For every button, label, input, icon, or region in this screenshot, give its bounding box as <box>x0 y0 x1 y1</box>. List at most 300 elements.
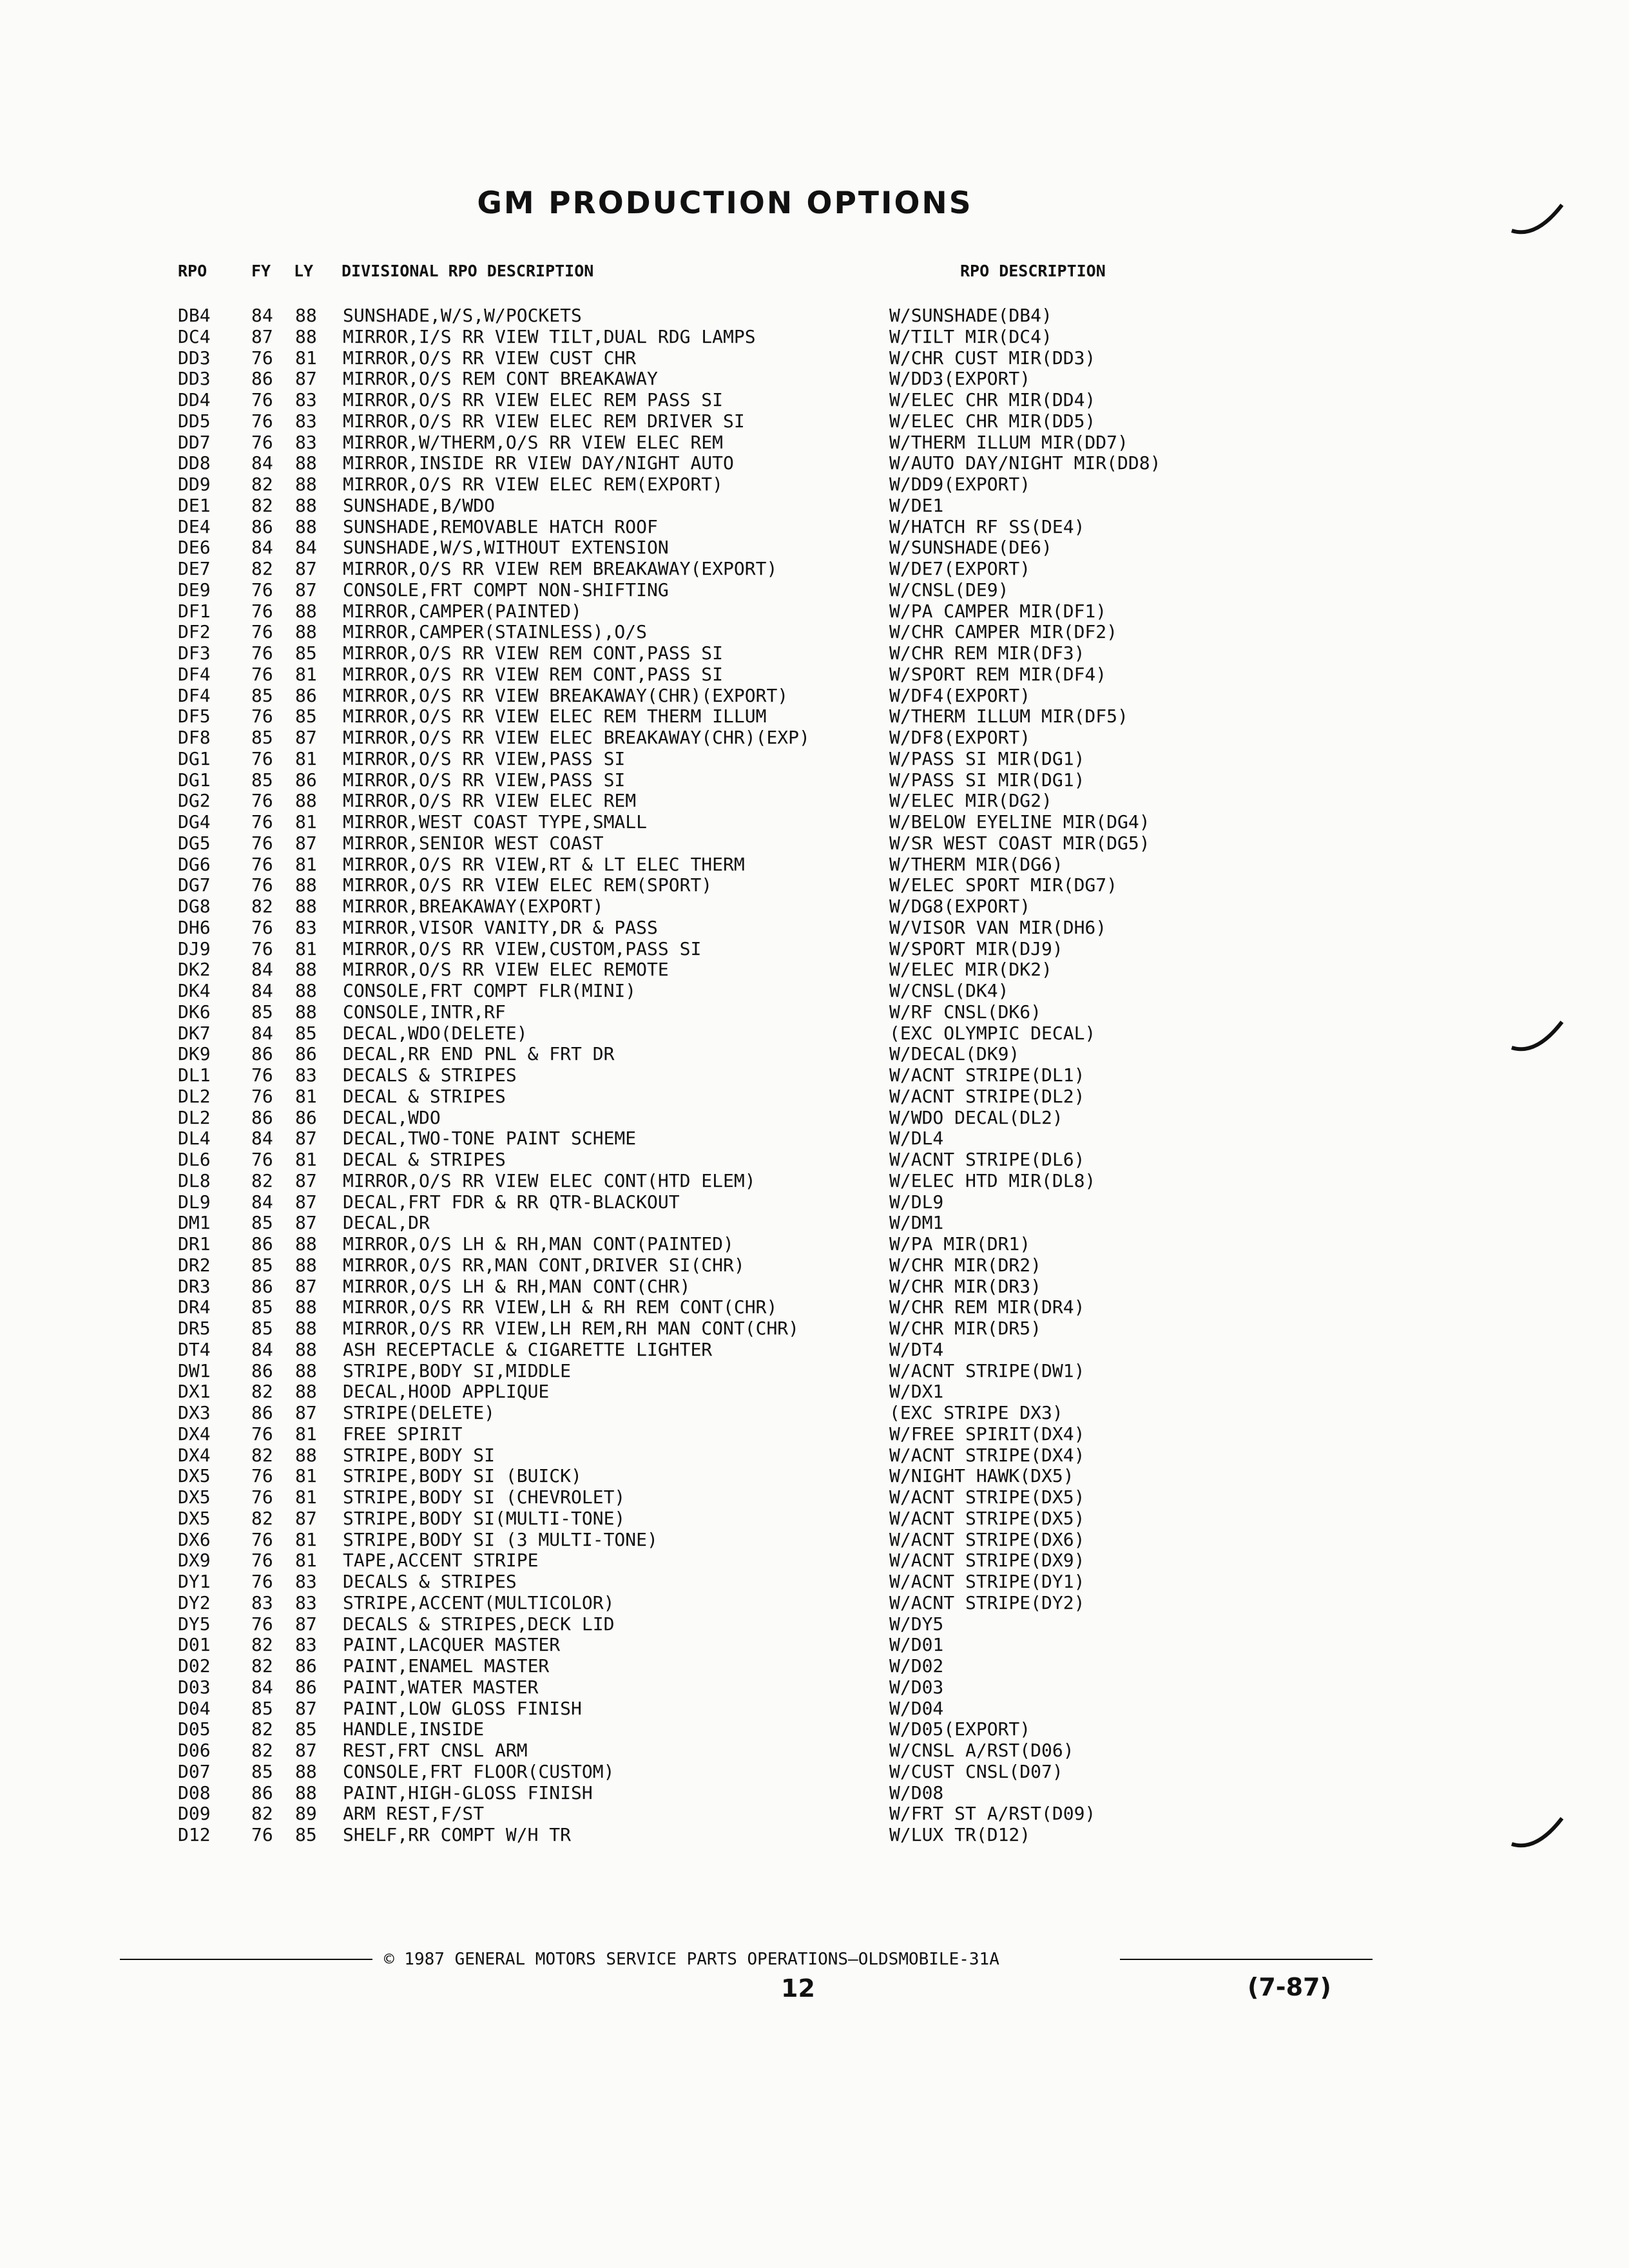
rpo-code: DE7 <box>178 558 211 579</box>
rpo-description: W/VISOR VAN MIR(DH6) <box>889 916 1107 938</box>
table-row <box>0 327 1629 348</box>
first-year: 76 <box>251 600 273 622</box>
rpo-code: DK7 <box>178 1022 211 1044</box>
table-row <box>0 453 1629 474</box>
rpo-description: W/BELOW EYELINE MIR(DG4) <box>889 811 1150 832</box>
divisional-description: MIRROR,O/S RR VIEW,LH REM,RH MAN CONT(CHR) <box>343 1318 800 1339</box>
first-year: 76 <box>251 1486 273 1508</box>
divisional-description: MIRROR,O/S RR VIEW CUST CHR <box>343 347 637 369</box>
rpo-description: W/DF8(EXPORT) <box>889 727 1031 748</box>
last-year: 87 <box>295 1128 317 1149</box>
last-year: 81 <box>295 663 317 685</box>
rpo-description: W/ACNT STRIPE(DL2) <box>889 1085 1085 1107</box>
divisional-description: DECAL,WDO(DELETE) <box>343 1022 528 1044</box>
table-row <box>0 1234 1629 1255</box>
divisional-description: SUNSHADE,W/S,WITHOUT EXTENSION <box>343 537 669 559</box>
divisional-description: MIRROR,O/S RR VIEW ELEC REM DRIVER SI <box>343 410 745 432</box>
divisional-description: MIRROR,O/S RR,MAN CONT,DRIVER SI(CHR) <box>343 1254 745 1276</box>
divisional-description: STRIPE,BODY SI <box>343 1444 496 1466</box>
table-row <box>0 1571 1629 1593</box>
first-year: 82 <box>251 1507 273 1529</box>
last-year: 81 <box>295 811 317 832</box>
divisional-description: PAINT,WATER MASTER <box>343 1676 539 1698</box>
last-year: 88 <box>295 1254 317 1276</box>
first-year: 86 <box>251 1233 273 1254</box>
last-year: 88 <box>295 621 317 643</box>
first-year: 76 <box>251 832 273 854</box>
last-year: 86 <box>295 1676 317 1698</box>
last-year: 81 <box>295 1465 317 1487</box>
first-year: 84 <box>251 1191 273 1213</box>
first-year: 85 <box>251 684 273 706</box>
last-year: 88 <box>295 1296 317 1318</box>
table-row <box>0 580 1629 601</box>
table-row <box>0 1318 1629 1340</box>
page-title: GM PRODUCTION OPTIONS <box>477 186 973 221</box>
rpo-code: DJ9 <box>178 937 211 959</box>
rpo-description: W/DE1 <box>889 494 944 516</box>
divisional-description: MIRROR,O/S RR VIEW ELEC REM <box>343 790 637 812</box>
first-year: 76 <box>251 853 273 875</box>
rpo-description: W/ELEC MIR(DG2) <box>889 790 1052 812</box>
rpo-description: (EXC STRIPE DX3) <box>889 1402 1063 1423</box>
rpo-description: W/ACNT STRIPE(DY2) <box>889 1591 1085 1613</box>
rpo-code: DL9 <box>178 1191 211 1213</box>
divisional-description: MIRROR,VISOR VANITY,DR & PASS <box>343 916 658 938</box>
table-row <box>0 875 1629 896</box>
last-year: 87 <box>295 1697 317 1719</box>
rpo-code: DR5 <box>178 1318 211 1339</box>
page-number: 12 <box>781 1974 815 2003</box>
last-year: 81 <box>295 1423 317 1445</box>
rpo-description: W/THERM ILLUM MIR(DD7) <box>889 431 1128 453</box>
table-row <box>0 1550 1629 1571</box>
rpo-code: DK9 <box>178 1043 211 1065</box>
first-year: 76 <box>251 663 273 685</box>
rpo-description: W/ELEC CHR MIR(DD5) <box>889 410 1096 432</box>
last-year: 88 <box>295 1001 317 1023</box>
first-year: 76 <box>251 1465 273 1487</box>
rpo-description: W/THERM MIR(DG6) <box>889 853 1063 875</box>
first-year: 82 <box>251 558 273 579</box>
rpo-description: W/DY5 <box>889 1613 944 1635</box>
rpo-description: W/D05(EXPORT) <box>889 1718 1031 1740</box>
last-year: 81 <box>295 1486 317 1508</box>
first-year: 76 <box>251 642 273 664</box>
rpo-description: W/D02 <box>889 1655 944 1677</box>
first-year: 76 <box>251 1149 273 1170</box>
rpo-code: DF1 <box>178 600 211 622</box>
rpo-description: W/D03 <box>889 1676 944 1698</box>
last-year: 81 <box>295 937 317 959</box>
last-year: 83 <box>295 1571 317 1592</box>
divisional-description: DECALS & STRIPES,DECK LID <box>343 1613 615 1635</box>
first-year: 85 <box>251 1254 273 1276</box>
rpo-description: W/FREE SPIRIT(DX4) <box>889 1423 1085 1445</box>
footer-rule-right <box>1120 1959 1373 1960</box>
last-year: 88 <box>295 494 317 516</box>
first-year: 85 <box>251 1212 273 1234</box>
first-year: 85 <box>251 1001 273 1023</box>
rpo-code: DG6 <box>178 853 211 875</box>
table-row <box>0 1192 1629 1213</box>
rpo-code: DM1 <box>178 1212 211 1234</box>
divisional-description: MIRROR,O/S RR VIEW BREAKAWAY(CHR)(EXPORT) <box>343 684 789 706</box>
divisional-description: MIRROR,O/S RR VIEW,LH & RH REM CONT(CHR) <box>343 1296 778 1318</box>
divisional-description: MIRROR,SENIOR WEST COAST <box>343 832 604 854</box>
rpo-description: W/PASS SI MIR(DG1) <box>889 769 1085 791</box>
header-fy: FY <box>251 262 271 280</box>
table-row <box>0 1002 1629 1023</box>
first-year: 82 <box>251 1381 273 1403</box>
table-row <box>0 517 1629 538</box>
divisional-description: MIRROR,CAMPER(PAINTED) <box>343 600 582 622</box>
rpo-code: DL2 <box>178 1085 211 1107</box>
first-year: 86 <box>251 515 273 537</box>
first-year: 76 <box>251 706 273 727</box>
last-year: 83 <box>295 1064 317 1086</box>
first-year: 76 <box>251 347 273 369</box>
divisional-description: SHELF,RR COMPT W/H TR <box>343 1824 572 1845</box>
rpo-code: DK6 <box>178 1001 211 1023</box>
divisional-description: MIRROR,BREAKAWAY(EXPORT) <box>343 896 604 917</box>
divisional-description: MIRROR,W/THERM,O/S RR VIEW ELEC REM <box>343 431 724 453</box>
rpo-description: W/FRT ST A/RST(D09) <box>889 1803 1096 1825</box>
first-year: 86 <box>251 1106 273 1128</box>
divisional-description: DECAL,FRT FDR & RR QTR-BLACKOUT <box>343 1191 680 1213</box>
footer-rule-left <box>120 1959 372 1960</box>
divisional-description: ASH RECEPTACLE & CIGARETTE LIGHTER <box>343 1338 713 1360</box>
table-row <box>0 1825 1629 1846</box>
table-row <box>0 1403 1629 1424</box>
divisional-description: MIRROR,O/S RR VIEW ELEC REM(SPORT) <box>343 874 713 896</box>
table-row <box>0 791 1629 812</box>
divisional-description: MIRROR,O/S RR VIEW ELEC REM THERM ILLUM <box>343 706 767 727</box>
first-year: 82 <box>251 1655 273 1677</box>
rpo-code: DD3 <box>178 347 211 369</box>
rpo-description: W/CHR MIR(DR5) <box>889 1318 1042 1339</box>
divisional-description: CONSOLE,FRT COMPT FLR(MINI) <box>343 980 637 1001</box>
rpo-description: W/ACNT STRIPE(DY1) <box>889 1571 1085 1592</box>
rpo-code: DL1 <box>178 1064 211 1086</box>
rpo-code: DF4 <box>178 663 211 685</box>
last-year: 86 <box>295 1043 317 1065</box>
last-year: 87 <box>295 1275 317 1297</box>
first-year: 76 <box>251 811 273 832</box>
table-row <box>0 1023 1629 1044</box>
divisional-description: MIRROR,O/S RR VIEW ELEC REMOTE <box>343 959 669 981</box>
table-row <box>0 1044 1629 1065</box>
table-row <box>0 1108 1629 1129</box>
rpo-code: DR2 <box>178 1254 211 1276</box>
rpo-code: DL2 <box>178 1106 211 1128</box>
table-row <box>0 1255 1629 1276</box>
divisional-description: MIRROR,O/S RR VIEW,CUSTOM,PASS SI <box>343 937 702 959</box>
table-row <box>0 537 1629 559</box>
rpo-code: DK4 <box>178 980 211 1001</box>
divisional-description: MIRROR,O/S RR VIEW REM BREAKAWAY(EXPORT) <box>343 558 778 579</box>
rpo-code: DX9 <box>178 1550 211 1571</box>
divisional-description: SUNSHADE,B/WDO <box>343 494 496 516</box>
rpo-code: D02 <box>178 1655 211 1677</box>
table-row <box>0 1677 1629 1698</box>
table-row <box>0 1361 1629 1382</box>
rpo-code: DG7 <box>178 874 211 896</box>
last-year: 88 <box>295 1338 317 1360</box>
rpo-description: W/DT4 <box>889 1338 944 1360</box>
divisional-description: DECAL & STRIPES <box>343 1085 506 1107</box>
divisional-description: DECALS & STRIPES <box>343 1064 517 1086</box>
last-year: 88 <box>295 474 317 495</box>
first-year: 82 <box>251 1803 273 1825</box>
divisional-description: MIRROR,O/S RR VIEW REM CONT,PASS SI <box>343 642 724 664</box>
first-year: 76 <box>251 389 273 410</box>
table-row <box>0 1466 1629 1487</box>
last-year: 88 <box>295 325 317 347</box>
rpo-code: DX5 <box>178 1486 211 1508</box>
table-row <box>0 1803 1629 1825</box>
rpo-code: DL8 <box>178 1169 211 1191</box>
rpo-description: W/NIGHT HAWK(DX5) <box>889 1465 1074 1487</box>
rpo-code: DG8 <box>178 896 211 917</box>
table-row <box>0 896 1629 918</box>
divisional-description: MIRROR,O/S RR VIEW,PASS SI <box>343 747 626 769</box>
first-year: 85 <box>251 1697 273 1719</box>
rpo-code: DY1 <box>178 1571 211 1592</box>
divisional-description: STRIPE,BODY SI (CHEVROLET) <box>343 1486 626 1508</box>
last-year: 88 <box>295 1318 317 1339</box>
last-year: 85 <box>295 706 317 727</box>
rpo-description: W/DX1 <box>889 1381 944 1403</box>
rpo-description: W/CHR MIR(DR2) <box>889 1254 1042 1276</box>
table-row <box>0 770 1629 791</box>
rpo-description: W/CHR MIR(DR3) <box>889 1275 1042 1297</box>
table-row <box>0 474 1629 495</box>
rpo-code: DG5 <box>178 832 211 854</box>
divisional-description: DECAL,WDO <box>343 1106 441 1128</box>
rpo-code: DL6 <box>178 1149 211 1170</box>
table-row <box>0 559 1629 580</box>
rpo-description: W/DM1 <box>889 1212 944 1234</box>
divisional-description: MIRROR,O/S REM CONT BREAKAWAY <box>343 368 658 390</box>
divisional-description: STRIPE,BODY SI (3 MULTI-TONE) <box>343 1528 658 1550</box>
first-year: 76 <box>251 621 273 643</box>
first-year: 76 <box>251 747 273 769</box>
table-row <box>0 1698 1629 1720</box>
last-year: 81 <box>295 747 317 769</box>
rpo-code: DD4 <box>178 389 211 410</box>
last-year: 87 <box>295 1169 317 1191</box>
table-row <box>0 1065 1629 1086</box>
header-divisional-desc: DIVISIONAL RPO DESCRIPTION <box>342 262 594 280</box>
table-row <box>0 1297 1629 1318</box>
first-year: 76 <box>251 874 273 896</box>
last-year: 86 <box>295 769 317 791</box>
table-row <box>0 1128 1629 1149</box>
rpo-code: D07 <box>178 1760 211 1782</box>
rpo-description: W/CNSL(DK4) <box>889 980 1009 1001</box>
first-year: 85 <box>251 769 273 791</box>
last-year: 87 <box>295 727 317 748</box>
table-row <box>0 1740 1629 1762</box>
rpo-description: W/CNSL A/RST(D06) <box>889 1740 1074 1761</box>
rpo-code: D03 <box>178 1676 211 1698</box>
table-row <box>0 305 1629 327</box>
divisional-description: DECAL,DR <box>343 1212 430 1234</box>
table-row <box>0 833 1629 854</box>
first-year: 85 <box>251 727 273 748</box>
divisional-description: CONSOLE,INTR,RF <box>343 1001 506 1023</box>
date-code: (7-87) <box>1248 1973 1331 2001</box>
first-year: 82 <box>251 1634 273 1656</box>
first-year: 84 <box>251 452 273 474</box>
first-year: 76 <box>251 1423 273 1445</box>
rpo-description: W/ELEC HTD MIR(DL8) <box>889 1169 1096 1191</box>
rpo-description: W/THERM ILLUM MIR(DF5) <box>889 706 1128 727</box>
first-year: 84 <box>251 1022 273 1044</box>
rpo-description: W/CUST CNSL(D07) <box>889 1760 1063 1782</box>
rpo-description: W/CNSL(DE9) <box>889 579 1009 601</box>
table-row <box>0 622 1629 643</box>
last-year: 87 <box>295 1507 317 1529</box>
rpo-description: W/CHR CAMPER MIR(DF2) <box>889 621 1118 643</box>
table-row <box>0 1656 1629 1677</box>
last-year: 87 <box>295 1740 317 1761</box>
divisional-description: SUNSHADE,W/S,W/POCKETS <box>343 305 582 326</box>
divisional-description: DECAL & STRIPES <box>343 1149 506 1170</box>
rpo-code: DT4 <box>178 1338 211 1360</box>
divisional-description: STRIPE,BODY SI (BUICK) <box>343 1465 582 1487</box>
rpo-code: DX5 <box>178 1507 211 1529</box>
rpo-description: W/D01 <box>889 1634 944 1656</box>
divisional-description: MIRROR,O/S RR VIEW,PASS SI <box>343 769 626 791</box>
rpo-description: W/TILT MIR(DC4) <box>889 325 1052 347</box>
divisional-description: PAINT,LOW GLOSS FINISH <box>343 1697 582 1719</box>
table-row <box>0 411 1629 432</box>
first-year: 82 <box>251 1444 273 1466</box>
last-year: 86 <box>295 1106 317 1128</box>
first-year: 76 <box>251 1613 273 1635</box>
first-year: 76 <box>251 916 273 938</box>
rpo-code: DD9 <box>178 474 211 495</box>
table-row <box>0 1086 1629 1108</box>
last-year: 87 <box>295 558 317 579</box>
rpo-description: W/ELEC SPORT MIR(DG7) <box>889 874 1118 896</box>
table-row <box>0 1340 1629 1361</box>
last-year: 85 <box>295 1824 317 1845</box>
first-year: 85 <box>251 1760 273 1782</box>
rpo-description: W/SPORT REM MIR(DF4) <box>889 663 1107 685</box>
table-row <box>0 1487 1629 1508</box>
first-year: 86 <box>251 1043 273 1065</box>
last-year: 87 <box>295 832 317 854</box>
table-row <box>0 369 1629 390</box>
rpo-code: DR4 <box>178 1296 211 1318</box>
rpo-code: DG4 <box>178 811 211 832</box>
first-year: 86 <box>251 1360 273 1381</box>
rpo-description: W/ACNT STRIPE(DL1) <box>889 1064 1085 1086</box>
divisional-description: MIRROR,O/S RR VIEW,RT & LT ELEC THERM <box>343 853 745 875</box>
rpo-code: D12 <box>178 1824 211 1845</box>
last-year: 88 <box>295 874 317 896</box>
rpo-description: W/AUTO DAY/NIGHT MIR(DD8) <box>889 452 1161 474</box>
first-year: 86 <box>251 1782 273 1803</box>
last-year: 87 <box>295 1402 317 1423</box>
last-year: 85 <box>295 642 317 664</box>
rpo-description: W/DE7(EXPORT) <box>889 558 1031 579</box>
first-year: 84 <box>251 1338 273 1360</box>
rpo-description: W/ACNT STRIPE(DX5) <box>889 1507 1085 1529</box>
first-year: 82 <box>251 1718 273 1740</box>
divisional-description: STRIPE,BODY SI(MULTI-TONE) <box>343 1507 626 1529</box>
rpo-code: DX4 <box>178 1423 211 1445</box>
last-year: 88 <box>295 1360 317 1381</box>
table-row <box>0 854 1629 876</box>
divisional-description: PAINT,HIGH-GLOSS FINISH <box>343 1782 593 1803</box>
table-row <box>0 686 1629 707</box>
first-year: 76 <box>251 1824 273 1845</box>
table-row <box>0 727 1629 749</box>
first-year: 84 <box>251 980 273 1001</box>
rpo-description: W/DG8(EXPORT) <box>889 896 1031 917</box>
table-row <box>0 390 1629 411</box>
table-row <box>0 749 1629 770</box>
header-rpo: RPO <box>178 262 207 280</box>
footer-copyright: © 1987 GENERAL MOTORS SERVICE PARTS OPERATIONS—OLDSMOBILE-31A <box>384 1950 999 1969</box>
divisional-description: CONSOLE,FRT COMPT NON-SHIFTING <box>343 579 669 601</box>
first-year: 85 <box>251 1296 273 1318</box>
last-year: 88 <box>295 790 317 812</box>
rpo-description: W/SUNSHADE(DE6) <box>889 537 1052 559</box>
table-row <box>0 643 1629 664</box>
binder-mark-middle <box>1508 1010 1566 1062</box>
first-year: 86 <box>251 1275 273 1297</box>
rpo-description: W/WDO DECAL(DL2) <box>889 1106 1063 1128</box>
rpo-code: D01 <box>178 1634 211 1656</box>
rpo-code: DF8 <box>178 727 211 748</box>
last-year: 84 <box>295 537 317 559</box>
divisional-description: DECAL,RR END PNL & FRT DR <box>343 1043 615 1065</box>
first-year: 76 <box>251 937 273 959</box>
divisional-description: DECALS & STRIPES <box>343 1571 517 1592</box>
first-year: 86 <box>251 1402 273 1423</box>
table-row <box>0 981 1629 1002</box>
rpo-description: W/SPORT MIR(DJ9) <box>889 937 1063 959</box>
rpo-code: DY2 <box>178 1591 211 1613</box>
divisional-description: MIRROR,O/S LH & RH,MAN CONT(PAINTED) <box>343 1233 734 1254</box>
last-year: 87 <box>295 579 317 601</box>
divisional-description: ARM REST,F/ST <box>343 1803 485 1825</box>
divisional-description: MIRROR,O/S LH & RH,MAN CONT(CHR) <box>343 1275 691 1297</box>
rpo-code: D06 <box>178 1740 211 1761</box>
divisional-description: MIRROR,CAMPER(STAINLESS),O/S <box>343 621 648 643</box>
divisional-description: PAINT,LACQUER MASTER <box>343 1634 561 1656</box>
table-row <box>0 706 1629 727</box>
divisional-description: STRIPE,ACCENT(MULTICOLOR) <box>343 1591 615 1613</box>
last-year: 81 <box>295 347 317 369</box>
rpo-code: DD5 <box>178 410 211 432</box>
rpo-description: W/ACNT STRIPE(DW1) <box>889 1360 1085 1381</box>
divisional-description: SUNSHADE,REMOVABLE HATCH ROOF <box>343 515 658 537</box>
table-row <box>0 432 1629 454</box>
last-year: 86 <box>295 1655 317 1677</box>
first-year: 82 <box>251 474 273 495</box>
rpo-description: W/DF4(EXPORT) <box>889 684 1031 706</box>
rpo-description: W/HATCH RF SS(DE4) <box>889 515 1085 537</box>
divisional-description: MIRROR,O/S RR VIEW ELEC REM(EXPORT) <box>343 474 724 495</box>
first-year: 82 <box>251 896 273 917</box>
table-row <box>0 812 1629 833</box>
